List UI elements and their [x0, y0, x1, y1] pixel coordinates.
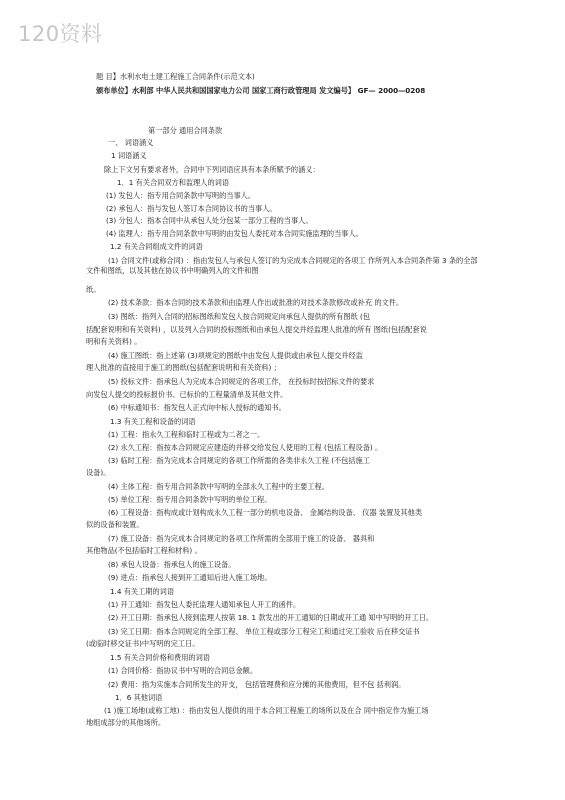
list-item: (3) 临时工程：指为完成本合同规定的各项工作所需的各类非永久工程 (不包括施工: [108, 456, 370, 465]
document-title: 题 目】水利水电土建工程施工合同条件(示范文本): [96, 72, 255, 81]
list-item-continuation: 理人批准的直接用于施工的图纸(包括配套说明和有关资料) ；: [86, 363, 281, 372]
list-item-continuation: 向发包人提交的投标报价书、已标价的工程量清单及其他文件。: [86, 390, 288, 399]
subsection-heading: 1．1 有关合同双方和监理人的词语: [117, 178, 230, 187]
subsection-heading: 1．6 其他词语: [115, 693, 163, 702]
list-item-continuation: 地组成部分的其他场所。: [86, 718, 166, 727]
list-item: (1 )施工场地(或称工地) ：指由发包人提供的用于本合同工程施工的场所以及在合 同中指定作为施工场: [104, 706, 429, 715]
part-heading: 第一部分 通用合同条款: [148, 126, 223, 135]
list-item: (1) 工程：指永久工程和临时工程或为二者之一。: [108, 430, 265, 439]
list-item: (4) 施工图纸：指上述第 (3)项规定的图纸中由发包人提供或由承包人提交并经监: [108, 351, 363, 360]
subsection-heading: 1.3 有关工程和设备的词语: [110, 417, 196, 426]
list-item: (3) 分包人：指本合同中从承包人处分包某一部分工程的当事人。: [106, 216, 313, 225]
subsection-heading: 1.5 有关合同价格和费用的词语: [110, 653, 210, 662]
list-item: (3) 完工日期：指本合同规定的全部工程、 单位工程或部分工程完工和通过完工验收 后在移交证书: [108, 627, 420, 636]
list-item-continuation: 纸。: [86, 285, 101, 294]
list-item: (4) 监理人：指专用合同条款中写明的由发包人委托对本合同实施监理的当事人。: [106, 229, 363, 238]
issuer-line: 颁布单位】水利部 中华人民共和国国家电力公司 国家工商行政管理局 发文编号】 GF— 2000—0208: [96, 86, 426, 95]
subsection-heading: 1.2 有关合同组成文件的词语: [110, 242, 203, 251]
list-item: (2) 开工日期：指承包人接到监理人按第 18. 1 款发出的开工通知的日期或开工通 知中写明的开工日。: [108, 613, 434, 622]
list-item: (2) 永久工程：指按本合同规定应建造的并移交给发包人使用的工程 (包括工程设备) 。: [108, 443, 383, 452]
list-item: (2) 承包人：指与发包人签订本合同协议书的当事人。: [106, 204, 277, 213]
list-item: (6) 工程设备：指构成或计划构成永久工程一部分的机电设备、 金属结构设备、 仪器 装置及其他类: [108, 508, 423, 517]
list-item: (9) 进点：指承包人接到开工通知后进入施工场地。: [108, 573, 272, 582]
list-item-continuation: 似的设备和装置。: [86, 520, 144, 529]
list-item-continuation: 其他物品(不包括临时工程和材料) 。: [86, 546, 202, 555]
list-item-continuation: (或临时移交证书)中写明的完工日。: [86, 639, 200, 648]
list-item: (8) 承包人设备：指承包人的施工设备。: [108, 560, 236, 569]
chapter-heading: 一、 词语涵义: [108, 138, 154, 147]
list-item-continuation: 括配套说明和有关资料) ，以及列入合同的投标图纸和由承包人提交并经监理人批准的所有 图纸(包括配套说: [86, 325, 427, 334]
list-item-continuation: 明和有关资料) 。: [86, 337, 142, 346]
list-item: (1) 合同价格：指协议书中写明的合同总金额。: [108, 666, 258, 675]
list-item: (1) 发包人：指专用合同条款中写明的当事人。: [106, 191, 256, 200]
section-heading: 1 词语涵义: [111, 151, 147, 160]
list-item: (5) 单位工程：指专用合同条款中写明的单位工程。: [108, 495, 272, 504]
list-item: (2) 费用：指为实施本合同所发生的开支， 包括管理费和应分摊的其他费用，但不包 括利润。: [108, 680, 406, 689]
list-item: (5) 投标文件：指承包人为完成本合同规定的各项工作， 在投标时按招标文件的要求: [108, 377, 375, 386]
list-item: (7) 施工设备：指为完成本合同规定的各项工作所需的全部用于施工的设备、 器具和: [108, 534, 375, 543]
list-item: (6) 中标通知书：指发包人正式向中标人授标的通知书。: [108, 403, 286, 412]
list-item: (1) 合同文件(或称合同) ：指由发包人与承包人签订的为完成本合同规定的各项工 作所列入本合同条件第 3 条的全部文件和图纸，以及其他在协议书中明确列入的文件和图: [86, 256, 478, 275]
list-item: (3) 图纸：指列入合同的招标图纸和发包人按合同规定向承包人提供的所有图纸 (包: [108, 312, 370, 321]
paragraph: 除上下文另有要求者外，合同中下列词语应具有本条所赋予的涵义：: [104, 165, 320, 174]
list-item: (2) 技术条款：指本合同的技术条款和由监理人作出或批准的对技术条款修改或补充 的文件。: [108, 298, 404, 307]
watermark-logo: 120资料: [18, 22, 103, 46]
list-item-continuation: 设备)。: [86, 468, 111, 477]
list-item: (4) 主体工程：指专用合同条款中写明的全部永久工程中的主要工程。: [108, 482, 329, 491]
list-item: (1) 开工通知：指发包人委托监理人通知承包人开工的函件。: [108, 600, 301, 609]
subsection-heading: 1.4 有关工期的词语: [110, 587, 175, 596]
